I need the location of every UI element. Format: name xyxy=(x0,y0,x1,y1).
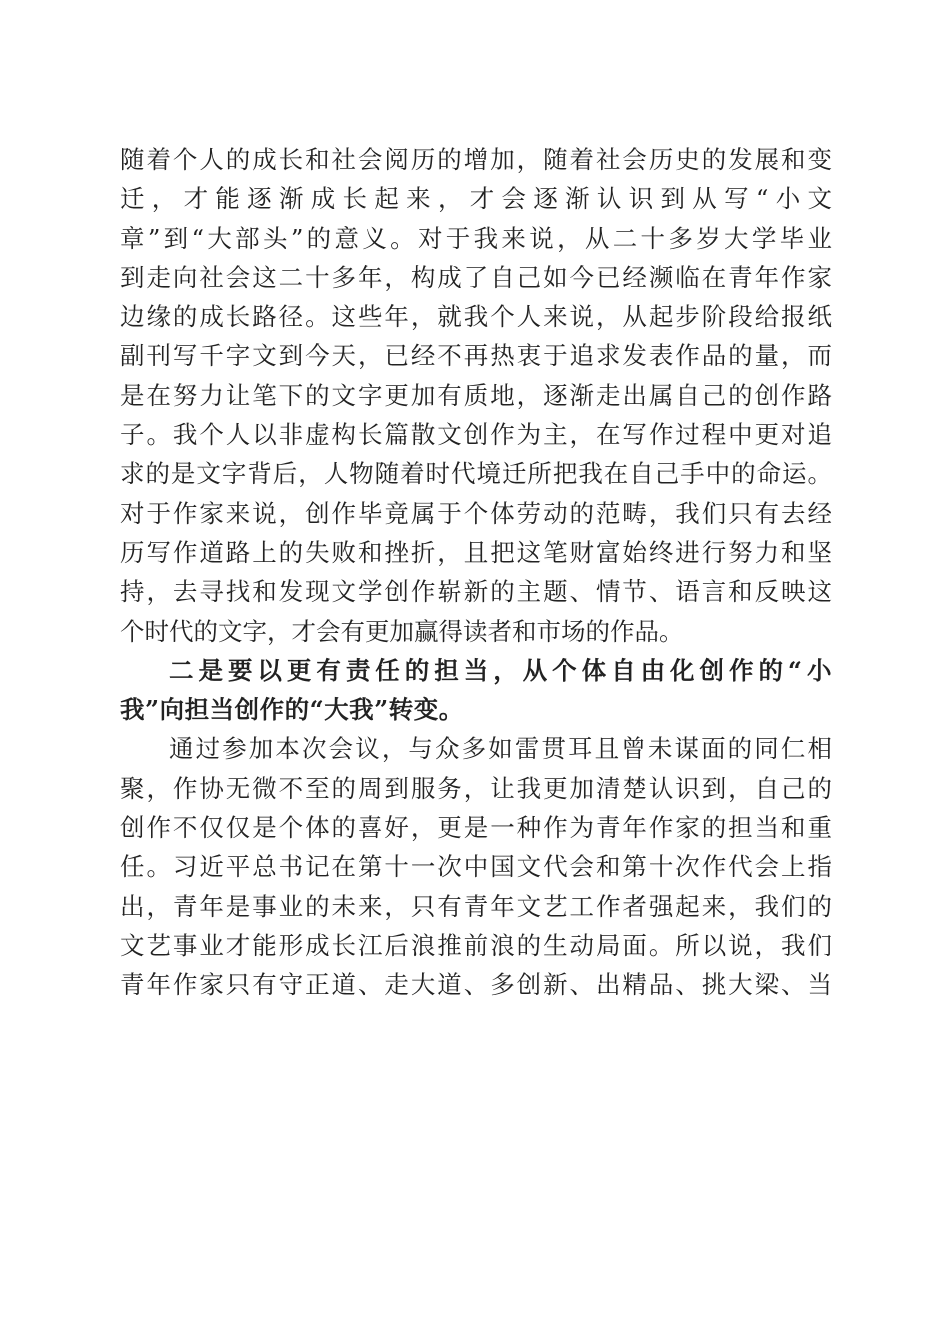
text-line: 历写作道路上的失败和挫折，且把这笔财富始终进行努力和坚 xyxy=(120,537,832,567)
text-line: 到走向社会这二十多年，构成了自己如今已经濒临在青年作家 xyxy=(120,262,832,292)
text-line: 随着个人的成长和社会阅历的增加，随着社会历史的发展和变 xyxy=(120,145,832,174)
paragraph xyxy=(120,729,832,1004)
text-line: 是在努力让笔下的文字更加有质地，逐渐走出属自己的创作路 xyxy=(120,380,832,410)
paragraph xyxy=(120,140,832,651)
text-line: 创作不仅仅是个体的喜好，更是一种作为青年作家的担当和重 xyxy=(120,813,832,843)
heading-line: 我”向担当创作的“大我”转变。 xyxy=(120,695,464,725)
text-line: 通过参加本次会议，与众多如雷贯耳且曾未谋面的同仁相 xyxy=(169,734,832,764)
document-body xyxy=(120,140,832,1005)
text-line: 任。习近平总书记在第十一次中国文代会和第十次作代会上指 xyxy=(120,852,832,882)
text-line: 个时代的文字，才会有更加赢得读者和市场的作品。 xyxy=(120,616,684,646)
text-line: 章”到“大部头”的意义。对于我来说，从二十多岁大学毕业 xyxy=(120,223,832,253)
section-heading xyxy=(120,651,832,730)
text-line: 持，去寻找和发现文学创作崭新的主题、情节、语言和反映这 xyxy=(120,577,832,607)
text-line: 文艺事业才能形成长江后浪推前浪的生动局面。所以说，我们 xyxy=(120,930,832,960)
text-line: 副刊写千字文到今天，已经不再热衷于追求发表作品的量，而 xyxy=(120,341,832,371)
heading-line: 二是要以更有责任的担当，从个体自由化创作的“小 xyxy=(169,655,832,685)
text-line: 聚，作协无微不至的周到服务，让我更加清楚认识到，自己的 xyxy=(120,773,832,803)
text-line: 出，青年是事业的未来，只有青年文艺工作者强起来，我们的 xyxy=(120,891,832,921)
text-line: 青年作家只有守正道、走大道、多创新、出精品、挑大梁、当 xyxy=(120,970,832,1000)
text-line: 边缘的成长路径。这些年，就我个人来说，从起步阶段给报纸 xyxy=(120,302,832,332)
text-line: 求的是文字背后，人物随着时代境迁所把我在自己手中的命运。 xyxy=(120,459,832,489)
text-line: 迁，才能逐渐成长起来，才会逐渐认识到从写“小文 xyxy=(120,184,832,214)
text-line: 对于作家来说，创作毕竟属于个体劳动的范畴，我们只有去经 xyxy=(120,498,832,528)
text-line: 子。我个人以非虚构长篇散文创作为主，在写作过程中更对追 xyxy=(120,420,832,450)
